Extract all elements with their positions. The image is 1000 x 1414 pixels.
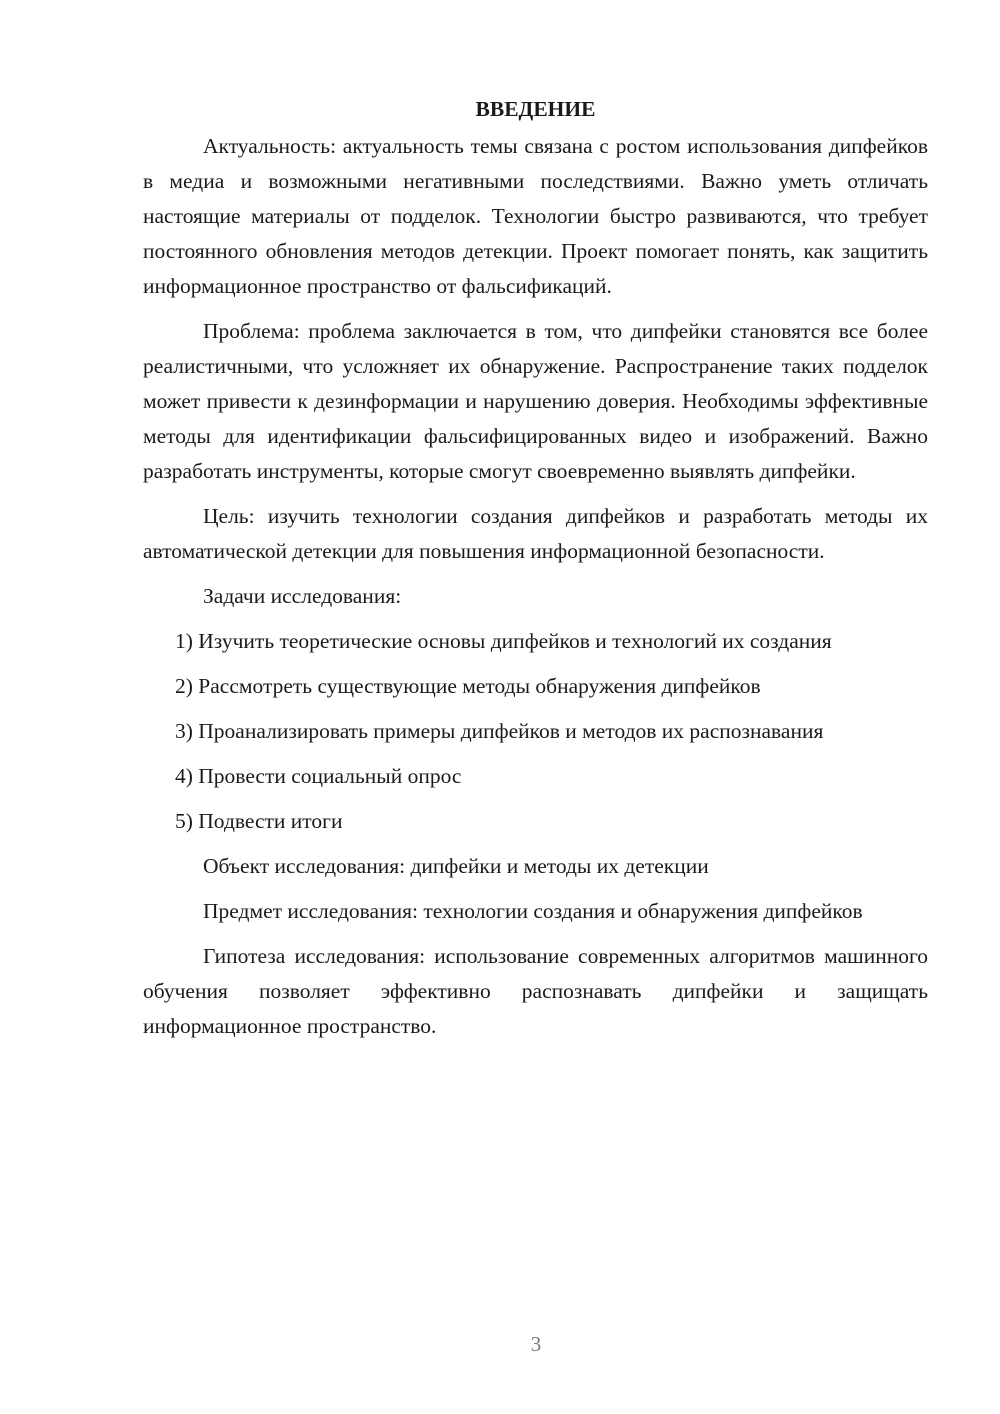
task-item-3: 3) Проанализировать примеры дипфейков и методов их распознавания	[175, 719, 824, 743]
task-item-2: 2) Рассмотреть существующие методы обнаружения дипфейков	[175, 674, 761, 698]
document-page	[143, 92, 928, 1054]
tasks-heading: Задачи исследования:	[203, 584, 402, 608]
task-item-4: 4) Провести социальный опрос	[175, 764, 462, 788]
relevance-paragraph: Актуальность: актуальность темы связана с ростом использования дипфейков в медиа и возможными негативными последствиями. Важно уметь отличать настоящие материалы от подделок. Технологии быстро развиваются, что требует постоянного обновления методов детекции. Проект помогает понять, как защитить информационное пространство от фальсификаций.	[143, 134, 928, 298]
goal-paragraph: Цель: изучить технологии создания дипфейков и разработать методы их автоматической детекции для повышения информационной безопасности.	[143, 504, 928, 563]
problem-paragraph: Проблема: проблема заключается в том, что дипфейки становятся все более реалистичными, что усложняет их обнаружение. Распространение таких подделок может привести к дезинформации и нарушению доверия. Необходимы эффективные методы для идентификации фальсифицированных видео и изображений. Важно разработать инструменты, которые смогут своевременно выявлять дипфейки.	[143, 319, 928, 483]
object-paragraph: Объект исследования: дипфейки и методы их детекции	[203, 854, 709, 878]
hypothesis-paragraph: Гипотеза исследования: использование современных алгоритмов машинного обучения позволяет эффективно распознавать дипфейки и защищать информационное пространство.	[143, 944, 928, 1038]
page-number: 3	[530, 1332, 542, 1356]
task-item-1: 1) Изучить теоретические основы дипфейков и технологий их создания	[175, 629, 832, 653]
task-item-5: 5) Подвести итоги	[175, 809, 343, 833]
document-title: ВВЕДЕНИЕ	[475, 97, 596, 121]
subject-paragraph: Предмет исследования: технологии создания и обнаружения дипфейков	[203, 899, 863, 923]
